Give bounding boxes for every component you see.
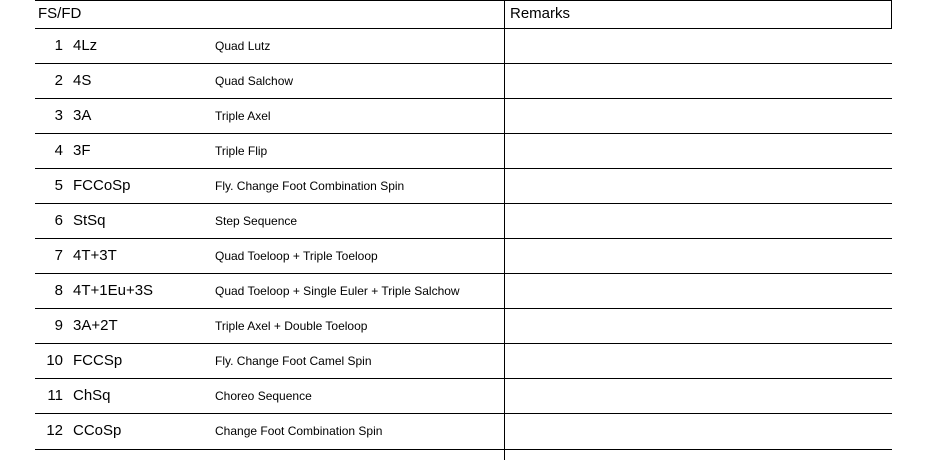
element-description: Quad Toeloop + Triple Toeloop	[215, 249, 378, 263]
element-code: FCCSp	[73, 352, 123, 369]
top-rule	[35, 0, 892, 1]
element-code: StSq	[73, 212, 106, 229]
table-row	[35, 63, 504, 98]
table-row	[35, 203, 504, 238]
header-fs-fd: FS/FD	[38, 5, 82, 22]
element-description: Fly. Change Foot Combination Spin	[215, 179, 405, 193]
element-code: 3A	[73, 107, 92, 124]
table-row	[35, 28, 504, 63]
element-number: 8	[54, 282, 63, 299]
table-row	[35, 308, 504, 343]
element-description: Triple Axel + Double Toeloop	[215, 319, 368, 333]
element-code: 3A+2T	[73, 317, 118, 334]
table-row	[35, 378, 504, 413]
element-number: 6	[54, 212, 63, 229]
table-row	[35, 238, 504, 273]
element-description: Change Foot Combination Spin	[215, 424, 383, 438]
element-description: Triple Axel	[215, 109, 271, 123]
element-description: Quad Lutz	[215, 39, 271, 53]
column-divider	[504, 0, 505, 460]
element-number: 5	[54, 177, 63, 194]
table-row	[35, 413, 504, 448]
element-number: 7	[54, 247, 63, 264]
element-description: Step Sequence	[215, 214, 298, 228]
element-description: Triple Flip	[215, 144, 268, 158]
table-row	[35, 168, 504, 203]
table-row	[35, 98, 504, 133]
element-code: 4S	[73, 72, 92, 89]
row-rule	[35, 449, 892, 450]
element-number: 1	[54, 37, 63, 54]
element-description: Quad Salchow	[215, 74, 294, 88]
table-row	[35, 273, 504, 308]
header-remarks: Remarks	[510, 5, 571, 22]
element-number: 4	[54, 142, 63, 159]
element-number: 3	[54, 107, 63, 124]
element-description: Quad Toeloop + Single Euler + Triple Salchow	[215, 284, 460, 298]
table-row	[35, 343, 504, 378]
element-code: 4T+3T	[73, 247, 117, 264]
element-code: FCCoSp	[73, 177, 131, 194]
element-number: 11	[47, 387, 63, 404]
element-code: ChSq	[73, 387, 111, 404]
element-code: 3F	[73, 142, 91, 159]
element-code: CCoSp	[73, 422, 122, 439]
table-row	[35, 133, 504, 168]
element-number: 12	[46, 422, 63, 439]
element-code: 4T+1Eu+3S	[73, 282, 154, 299]
right-edge-rule	[891, 0, 892, 29]
element-number: 2	[54, 72, 63, 89]
element-number: 9	[54, 317, 63, 334]
element-description: Fly. Change Foot Camel Spin	[215, 354, 372, 368]
element-number: 10	[46, 352, 63, 369]
element-description: Choreo Sequence	[215, 389, 312, 403]
element-code: 4Lz	[73, 37, 98, 54]
